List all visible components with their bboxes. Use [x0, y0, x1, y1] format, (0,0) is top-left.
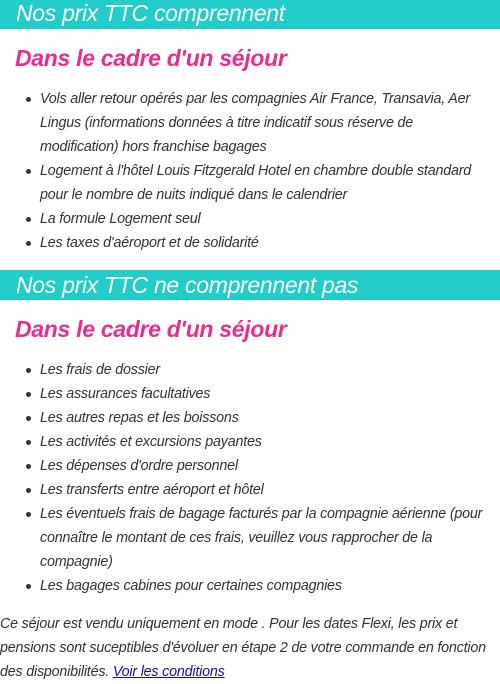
list-item: Les transferts entre aéroport et hôtel: [40, 478, 490, 502]
list-item: Les dépenses d'ordre personnel: [40, 454, 490, 478]
included-list: [0, 87, 490, 255]
included-subtitle: Dans le cadre d'un séjour: [15, 45, 287, 71]
conditions-note: [0, 612, 500, 684]
excluded-list: [0, 358, 490, 598]
list-item: La formule Logement seul: [40, 207, 490, 231]
list-item: Logement à l'hôtel Louis Fitzgerald Hotel en chambre double standard pour le nombre de nuits indiqué dans le calendrier: [40, 159, 490, 207]
conditions-link[interactable]: Voir les conditions: [112, 664, 225, 681]
included-section: [0, 0, 500, 255]
excluded-subtitle: Dans le cadre d'un séjour: [15, 316, 287, 342]
list-item: Vols aller retour opérés par les compagnies Air France, Transavia, Aer Lingus (informations données à titre indicatif sous réserve de modification) hors franchise bagages: [40, 87, 490, 159]
list-item: Les autres repas et les boissons: [40, 406, 490, 430]
note-text: Ce séjour est vendu uniquement en mode . Pour les dates Flexi, les prix et pensions sont suceptibles d'évoluer en étape 2 de votre commande en fonction des disponibilités.: [0, 616, 486, 681]
list-item: Les taxes d'aéroport et de solidarité: [40, 231, 490, 255]
excluded-title: Nos prix TTC ne comprennent pas: [0, 270, 500, 300]
list-item: Les bagages cabines pour certaines compagnies: [40, 574, 490, 598]
list-item: Les éventuels frais de bagage facturés par la compagnie aérienne (pour connaître le montant de ces frais, veuillez vous rapprocher de la compagnie): [40, 502, 490, 574]
list-item: Les frais de dossier: [40, 358, 490, 382]
included-title: Nos prix TTC comprennent: [0, 0, 500, 29]
list-item: Les activités et excursions payantes: [40, 430, 490, 454]
list-item: Les assurances facultatives: [40, 382, 490, 406]
excluded-section: [0, 270, 500, 598]
